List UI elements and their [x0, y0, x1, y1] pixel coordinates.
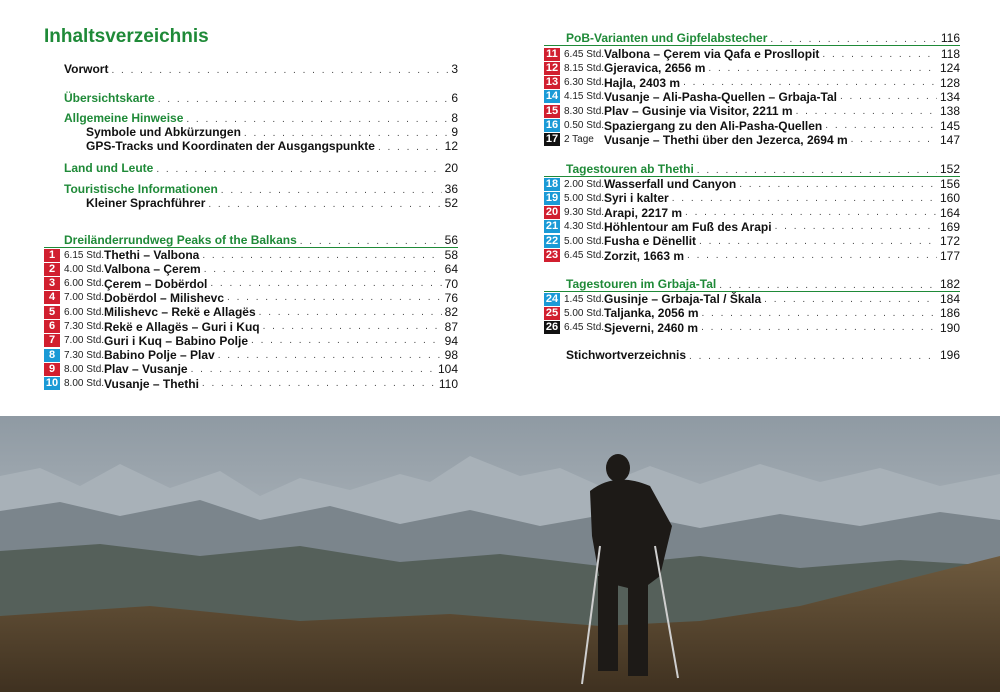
- tour-row-13[interactable]: [544, 76, 960, 90]
- tour-row-8[interactable]: [44, 348, 458, 362]
- leader-dots: [202, 378, 436, 389]
- leader-dots: [218, 350, 442, 361]
- tour-row-21[interactable]: [544, 220, 960, 234]
- tour-duration: 2.00 Std.: [564, 178, 605, 190]
- toc-page: 12: [444, 139, 458, 153]
- tour-duration: 7.30 Std.: [64, 321, 105, 332]
- toc-entry-land[interactable]: [64, 161, 458, 176]
- leader-dots: [689, 349, 937, 364]
- toc-label: Land und Leute: [64, 161, 154, 175]
- tour-duration: 6.30 Std.: [564, 77, 605, 89]
- tour-page: 186: [939, 306, 960, 321]
- toc-page: 6: [451, 91, 458, 105]
- leader-dots: [259, 307, 442, 318]
- tour-label: Vusanje – Thethi: [104, 376, 199, 391]
- leader-dots: [825, 120, 937, 131]
- landscape-illustration: [0, 416, 1000, 692]
- tour-row-26[interactable]: [544, 321, 960, 335]
- toc-label: Tagestouren im Grbaja-Tal: [566, 277, 717, 291]
- tour-duration: 6.00 Std.: [64, 306, 105, 318]
- tour-duration: 5.00 Std.: [564, 307, 605, 319]
- tour-row-2[interactable]: [44, 262, 458, 276]
- leader-dots: [683, 77, 937, 88]
- tour-page: 128: [939, 75, 960, 90]
- hiker-mountain-photo: [0, 416, 1000, 692]
- toc-entry-vorwort[interactable]: [64, 62, 458, 77]
- tour-page: 124: [939, 61, 960, 76]
- tour-page: 147: [939, 132, 960, 147]
- tour-number-badge: 5: [44, 306, 60, 319]
- toc-label: Touristische Informationen: [64, 182, 218, 196]
- toc-page: 36: [444, 182, 458, 196]
- leader-dots: [263, 321, 442, 332]
- leader-dots: [672, 193, 937, 204]
- toc-entry-dreilaender[interactable]: [64, 233, 458, 248]
- toc-label: Allgemeine Hinweise: [64, 111, 184, 125]
- tour-row-10[interactable]: [44, 377, 458, 391]
- tour-duration: 7.00 Std.: [64, 335, 105, 347]
- toc-entry-thethi[interactable]: [566, 162, 960, 177]
- tour-number-badge: 3: [44, 277, 60, 290]
- leader-dots: [687, 250, 937, 261]
- tour-duration: 5.00 Std.: [564, 192, 605, 204]
- tour-duration: 8.00 Std.: [64, 363, 105, 375]
- tour-label: Valbona – Çerem: [104, 262, 201, 277]
- tour-label: Gusinje – Grbaja-Tal / Škala: [604, 292, 762, 306]
- toc-entry-info[interactable]: [64, 182, 458, 197]
- tour-duration: 6.45 Std.: [564, 322, 605, 334]
- leader-dots: [251, 335, 442, 346]
- tour-label: Sjeverni, 2460 m: [604, 320, 699, 335]
- tour-number-badge: 8: [44, 349, 60, 362]
- tour-label: Gjeravica, 2656 m: [604, 61, 706, 76]
- tour-page: 134: [939, 89, 960, 104]
- tour-page: 82: [444, 305, 458, 320]
- toc-entry-stichwort[interactable]: [566, 348, 960, 363]
- tour-row-7[interactable]: [44, 334, 458, 348]
- toc-page: 116: [940, 31, 960, 45]
- tour-label: Babino Polje – Plav: [104, 348, 215, 363]
- tour-duration: 4.15 Std.: [564, 91, 605, 103]
- tour-row-22[interactable]: [544, 234, 960, 248]
- tour-page: 138: [939, 104, 960, 119]
- tour-row-11[interactable]: [544, 47, 960, 61]
- tour-row-9[interactable]: [44, 362, 458, 376]
- toc-page: 56: [444, 233, 458, 247]
- tour-page: 110: [438, 376, 458, 391]
- tour-page: 94: [444, 333, 458, 348]
- tour-duration: 8.30 Std.: [564, 105, 605, 117]
- leader-dots: [227, 292, 442, 303]
- tour-duration: 8.00 Std.: [64, 378, 105, 390]
- tour-number-badge: 23: [545, 249, 559, 261]
- tour-number-badge: 11: [544, 48, 560, 61]
- tour-row-23[interactable]: [544, 249, 960, 263]
- tour-row-24[interactable]: [544, 292, 960, 306]
- tour-label: Guri i Kuq – Babino Polje: [104, 333, 249, 348]
- page-title: Inhaltsverzeichnis: [44, 26, 209, 47]
- tour-page: 118: [940, 47, 960, 61]
- leader-dots: [699, 236, 937, 247]
- tour-page: 87: [444, 319, 458, 334]
- tour-label: Plav – Vusanje: [104, 362, 188, 377]
- leader-dots: [191, 364, 435, 375]
- tour-page: 104: [437, 362, 458, 377]
- tour-page: 177: [939, 248, 960, 263]
- tour-duration: 6.00 Std.: [64, 278, 105, 290]
- tour-number-badge: 2: [44, 263, 60, 276]
- tour-duration: 7.30 Std.: [64, 349, 105, 361]
- tour-label: Wasserfall und Canyon: [604, 177, 737, 191]
- tour-row-14[interactable]: [544, 90, 960, 104]
- tour-number-badge: 4: [44, 291, 60, 304]
- tour-duration: 4.00 Std.: [64, 263, 105, 275]
- tour-duration: 6.15 Std.: [64, 249, 105, 261]
- tour-page: 98: [444, 348, 458, 363]
- tour-number-badge: 15: [545, 104, 559, 117]
- tour-row-15[interactable]: [544, 104, 960, 118]
- tour-row-19[interactable]: [544, 191, 960, 205]
- tour-row-6[interactable]: [44, 320, 458, 334]
- toc-entry-gps[interactable]: [86, 139, 458, 154]
- tour-label: Zorzit, 1663 m: [604, 248, 685, 263]
- leader-dots: [739, 179, 937, 190]
- tour-label: Höhlentour am Fuß des Arapi: [604, 219, 772, 234]
- toc-label: Tagestouren ab Thethi: [566, 162, 694, 176]
- tour-number-badge: 19: [545, 191, 559, 204]
- toc-entry-hinweise[interactable]: [64, 111, 458, 126]
- leader-dots: [158, 92, 449, 107]
- tour-label: Milishevc – Rekë e Allagës: [104, 305, 256, 320]
- leader-dots: [685, 207, 937, 218]
- toc-label: Vorwort: [64, 62, 109, 76]
- tour-page: 64: [444, 262, 458, 277]
- tour-duration: 6.45 Std.: [564, 250, 605, 261]
- leader-dots: [702, 308, 937, 319]
- tour-label: Taljanka, 2056 m: [604, 306, 699, 321]
- tour-number-badge: 25: [545, 306, 559, 319]
- toc-label: Stichwortverzeichnis: [566, 348, 687, 362]
- toc-entry-uebersichtskarte[interactable]: [64, 91, 458, 106]
- tour-number-badge: 18: [545, 177, 559, 190]
- leader-dots: [378, 140, 442, 155]
- toc-entry-sprachfuehrer[interactable]: [86, 196, 458, 211]
- tour-number-badge: 10: [45, 377, 59, 390]
- tour-label: Hajla, 2403 m: [604, 75, 681, 90]
- toc-label: Symbole und Abkürzungen: [86, 125, 241, 139]
- toc-entry-pob[interactable]: [566, 31, 960, 46]
- toc-page: 3: [451, 62, 458, 76]
- tour-number-badge: 1: [44, 249, 60, 262]
- toc-page: 196: [939, 348, 960, 362]
- leader-dots: [822, 49, 937, 60]
- tour-label: Valbona – Çerem via Qafa e Prosllopit: [604, 47, 820, 61]
- tour-page: 156: [939, 177, 960, 191]
- toc-page: 52: [444, 196, 458, 210]
- tour-label: Thethi – Valbona: [104, 248, 200, 262]
- tour-label: Plav – Gusinje via Visitor, 2211 m: [604, 104, 793, 119]
- tour-label: Fusha e Dënellit: [604, 234, 697, 249]
- tour-row-17[interactable]: [544, 133, 960, 147]
- tour-page: 145: [939, 118, 960, 133]
- tour-number-badge: 13: [545, 76, 559, 89]
- toc-label: PoB-Varianten und Gipfelabstecher: [566, 31, 768, 45]
- leader-dots: [210, 278, 441, 289]
- tour-duration: 0.50 Std.: [564, 120, 605, 131]
- leader-dots: [851, 134, 937, 145]
- tour-duration: 4.30 Std.: [564, 221, 605, 233]
- tour-duration: 7.00 Std.: [64, 292, 105, 304]
- leader-dots: [764, 294, 937, 305]
- tour-number-badge: 7: [44, 334, 60, 347]
- toc-entry-symbole[interactable]: [86, 125, 458, 140]
- tour-row-20[interactable]: [544, 206, 960, 220]
- tour-number-badge: 9: [44, 363, 60, 376]
- tour-number-badge: 16: [545, 119, 559, 131]
- toc-page: 20: [444, 161, 458, 175]
- leader-dots: [204, 264, 442, 275]
- tour-page: 169: [939, 219, 960, 234]
- tour-label: Spaziergang zu den Ali-Pasha-Quellen: [604, 118, 823, 133]
- toc-page: 8: [451, 111, 458, 125]
- tour-page: 164: [939, 205, 960, 220]
- tour-row-16[interactable]: [544, 119, 960, 133]
- tour-number-badge: 12: [545, 61, 559, 74]
- tour-page: 172: [939, 234, 960, 249]
- tour-number-badge: 14: [545, 90, 559, 103]
- leader-dots: [111, 63, 448, 78]
- tour-row-1[interactable]: [44, 248, 458, 262]
- toc-page: 152: [939, 162, 960, 176]
- tour-label: Çerem – Dobërdol: [104, 276, 208, 291]
- tour-label: Rekë e Allagës – Guri i Kuq: [104, 319, 260, 334]
- tour-number-badge: 17: [545, 133, 559, 146]
- tour-number-badge: 24: [545, 292, 559, 305]
- tour-page: 160: [939, 191, 960, 206]
- section-rule: [544, 45, 960, 46]
- tour-duration: 9.30 Std.: [564, 207, 605, 219]
- tour-row-25[interactable]: [544, 306, 960, 320]
- tour-number-badge: 21: [545, 220, 559, 233]
- toc-entry-grbaja[interactable]: [566, 277, 960, 292]
- tour-row-18[interactable]: [544, 177, 960, 191]
- leader-dots: [208, 197, 441, 212]
- tour-duration: 2 Tage: [564, 134, 594, 146]
- tour-page: 76: [444, 290, 458, 305]
- tour-label: Dobërdol – Milishevc: [104, 290, 225, 305]
- tour-number-badge: 20: [545, 206, 559, 219]
- tour-label: Syri i kalter: [604, 191, 669, 206]
- leader-dots: [708, 63, 937, 74]
- tour-number-badge: 22: [545, 234, 559, 247]
- toc-label: Übersichtskarte: [64, 91, 155, 105]
- toc-label: Dreiländerrundweg Peaks of the Balkans: [64, 233, 297, 247]
- tour-number-badge: 6: [44, 320, 60, 333]
- leader-dots: [796, 106, 937, 117]
- leader-dots: [156, 162, 441, 177]
- tour-page: 58: [444, 248, 458, 262]
- leader-dots: [202, 250, 441, 261]
- tour-page: 184: [939, 292, 960, 306]
- tour-page: 70: [444, 276, 458, 291]
- toc-page: 182: [939, 277, 960, 291]
- tour-duration: 1.45 Std.: [564, 293, 605, 305]
- tour-row-4[interactable]: [44, 291, 458, 305]
- leader-dots: [775, 221, 937, 232]
- tour-duration: 5.00 Std.: [564, 235, 605, 247]
- tour-page: 190: [939, 320, 960, 335]
- toc-label: Kleiner Sprachführer: [86, 196, 206, 210]
- tour-label: Vusanje – Thethi über den Jezerca, 2694 m: [604, 132, 848, 147]
- tour-row-12[interactable]: [544, 61, 960, 75]
- toc-page: 9: [451, 125, 458, 139]
- tour-label: Vusanje – Ali-Pasha-Quellen – Grbaja-Tal: [604, 89, 837, 104]
- tour-label: Arapi, 2217 m: [604, 205, 683, 220]
- leader-dots: [840, 91, 937, 102]
- tour-row-5[interactable]: [44, 305, 458, 319]
- tour-row-3[interactable]: [44, 277, 458, 291]
- leader-dots: [701, 322, 937, 333]
- toc-label: GPS-Tracks und Koordinaten der Ausgangspunkte: [86, 139, 375, 153]
- tour-duration: 8.15 Std.: [564, 62, 605, 74]
- tour-duration: 6.45 Std.: [564, 48, 605, 60]
- tour-number-badge: 26: [545, 321, 559, 334]
